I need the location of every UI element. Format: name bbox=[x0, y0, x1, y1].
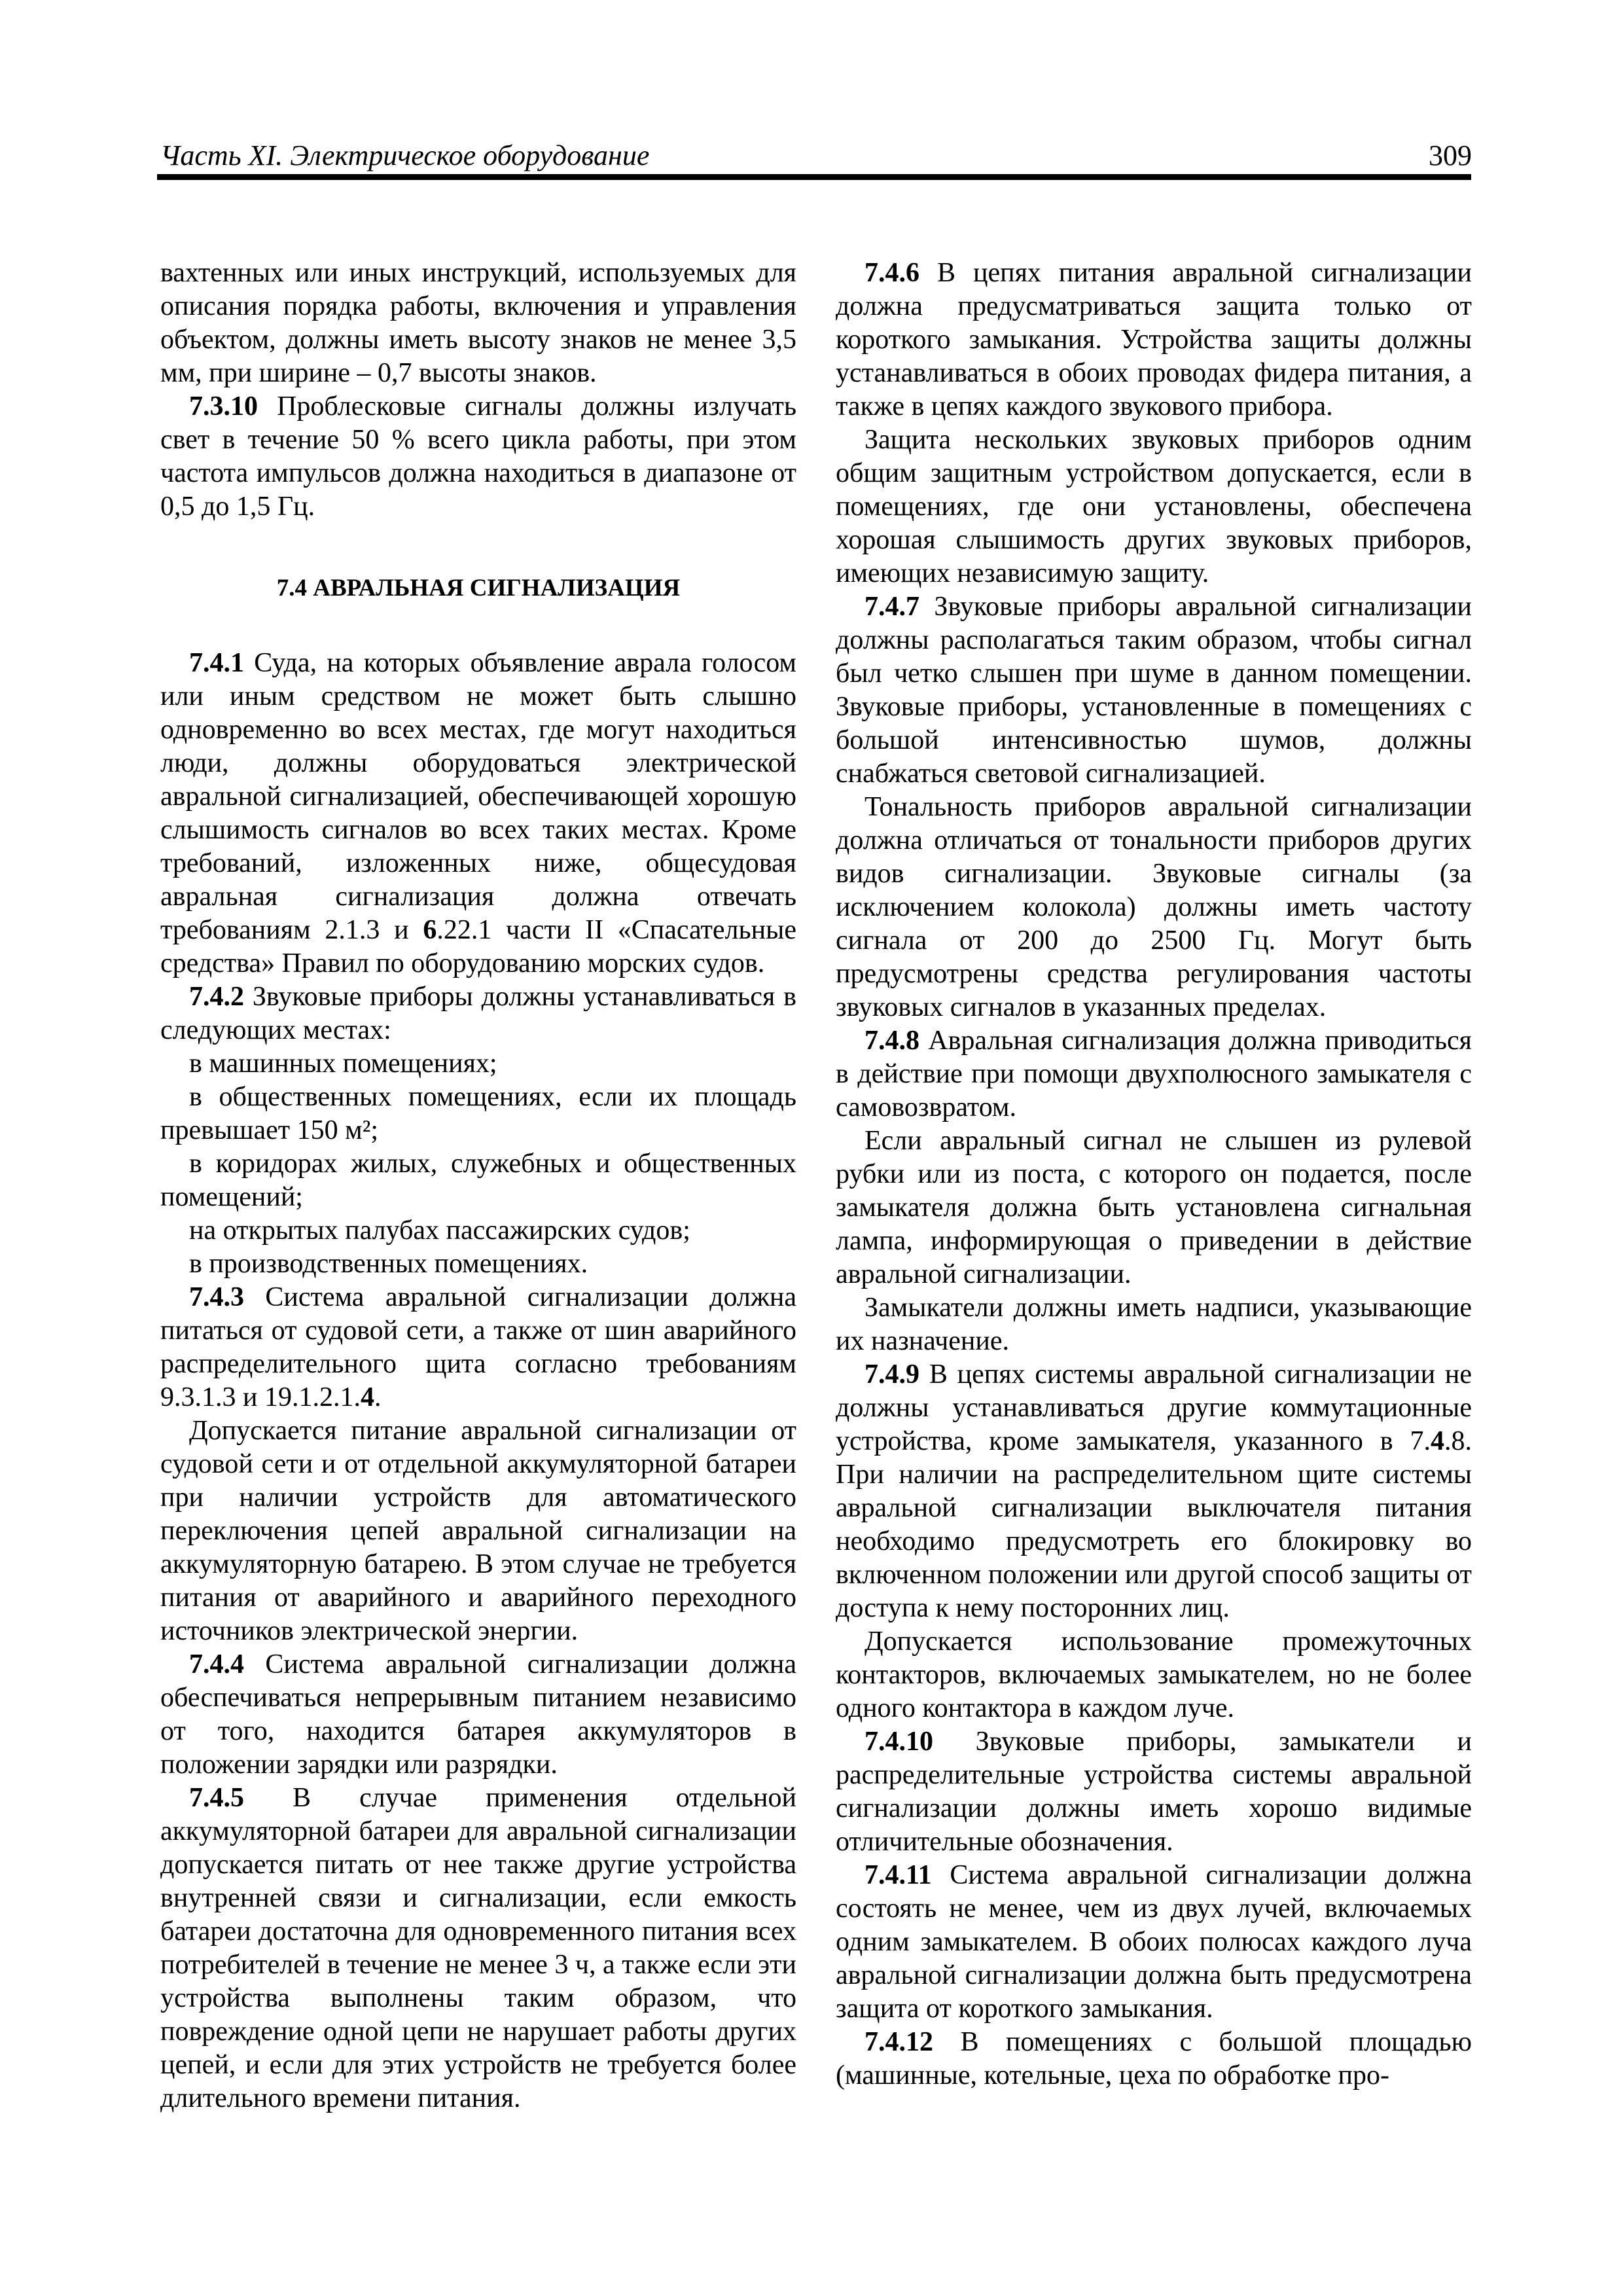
text-run: в машинных помещениях; bbox=[189, 1049, 497, 1079]
paragraph bbox=[160, 1047, 796, 1081]
text-run: Если авральный сигнал не слышен из рулевой рубки или из поста, с которого он подается, после замыкателя должна быть установлена сигнальная лампа, информирующая о приведении в действие авральной сигнализации. bbox=[836, 1126, 1472, 1289]
text-run: Система авральной сигнализации должна питаться от судовой сети, а также от шин аварийного распределительного щита согласно требованиям 9.3.1.3 и 19.1.2.1. bbox=[160, 1282, 797, 1412]
paragraph bbox=[836, 1358, 1472, 1625]
paragraph bbox=[160, 647, 796, 980]
text-run: Суда, на которых объявление аврала голосом или иным средством не может быть слышно одновременно во всех местах, где могут находиться люди, должны оборудоваться электрической авральной сигнализацией, обеспечивающей хорошую слышимость сигналов во всех таких местах. Кроме требований, изложенных ниже, общесудовая авральная сигнализация должна отвечать требованиям 2.1.3 и bbox=[160, 648, 796, 945]
paragraph bbox=[160, 1247, 796, 1281]
text-run: 7.4.9 bbox=[865, 1359, 929, 1390]
text-run: 7.3.10 bbox=[189, 391, 277, 422]
paragraph bbox=[160, 1214, 796, 1247]
text-run: Система авральной сигнализации должна обеспечиваться непрерывным питанием независимо от того, находится батарея аккумуляторов в положении зарядки или разрядки. bbox=[160, 1649, 797, 1780]
text-run: Допускается питание авральной сигнализации от судовой сети и от отдельной аккумуляторной батареи при наличии устройств для автоматического переключения цепей авральной сигнализации на аккумуляторную батарею. В этом случае не требуется питания от аварийного и аварийного переходного источников электрической энергии. bbox=[160, 1416, 796, 1646]
paragraph bbox=[160, 1782, 796, 2115]
paragraph bbox=[836, 2026, 1472, 2092]
paragraph bbox=[160, 1414, 796, 1648]
text-run: Защита нескольких звуковых приборов одним общим защитным устройством допускается, если в помещениях, где они установлены, обеспечена хорошая слышимость других звуковых приборов, имеющих независимую защиту. bbox=[836, 425, 1472, 588]
paragraph bbox=[836, 1024, 1472, 1124]
text-run: В помещениях с большой площадью (машинные, котельные, цеха по обработке про- bbox=[836, 2027, 1472, 2090]
text-run: Звуковые приборы авральной сигнализации должны располагаться таким образом, чтобы сигнал был четко слышен при шуме в данном помещении. Звуковые приборы, установленные в помещениях с большой интенсивностью шумов, должны снабжаться световой сигнализацией. bbox=[836, 592, 1472, 789]
text-run: 7.4.6 bbox=[865, 258, 937, 288]
text-run: Допускается использование промежуточных контакторов, включаемых замыкателем, но не более одного контактора в каждом луче. bbox=[836, 1626, 1472, 1723]
text-run: 7.4.10 bbox=[865, 1727, 976, 1757]
paragraph bbox=[836, 791, 1472, 1024]
paragraph bbox=[160, 1147, 796, 1214]
text-run: Тональность приборов авральной сигнализации должна отличаться от тональности приборов других видов сигнализации. Звуковые сигналы (за исключением колокола) должны иметь частоту сигнала от 200 до 2500 Гц. Могут быть предусмотрены средства регулирования частоты звуковых сигналов в указанных пределах. bbox=[836, 792, 1472, 1022]
text-run: Авральная сигнализация должна приводиться в действие при помощи двухполюсного замыкателя с самовозвратом. bbox=[836, 1026, 1472, 1122]
paragraph bbox=[836, 1725, 1472, 1859]
text-run: 7.4.8 bbox=[865, 1026, 929, 1056]
running-header bbox=[160, 140, 1472, 171]
paragraph bbox=[836, 423, 1472, 590]
left-column bbox=[160, 257, 796, 2115]
text-run: .22.1 части II «Спасательные средства» Правил по оборудованию морских судов. bbox=[160, 915, 796, 978]
text-run: 7.4.4 bbox=[189, 1649, 266, 1679]
paragraph bbox=[836, 257, 1472, 423]
text-run: 7.4.3 bbox=[189, 1282, 266, 1312]
text-run: 4 bbox=[360, 1382, 374, 1412]
text-run: Система авральной сигнализации должна состоять не менее, чем из двух лучей, включаемых одним замыкателем. В обоих полюсах каждого луча авральной сигнализации должна быть предусмотрена защита от короткого замыкания. bbox=[836, 1860, 1472, 2024]
text-run: Проблесковые сигналы должны излучать свет в течение 50 % всего цикла работы, при этом частота импульсов должна находиться в диапазоне от 0,5 до 1,5 Гц. bbox=[160, 391, 796, 522]
text-run: .8. При наличии на распределительном щите системы авральной сигнализации выключателя питания необходимо предусмотреть его блокировку во включенном положении или другой способ защиты от доступа к нему посторонних лиц. bbox=[836, 1426, 1472, 1623]
paragraph bbox=[160, 1081, 796, 1147]
running-header-title: Часть XI. Электрическое оборудование bbox=[160, 139, 650, 171]
header-rule bbox=[157, 174, 1471, 180]
paragraph bbox=[160, 1281, 796, 1414]
text-run: В случае применения отдельной аккумуляторной батареи для авральной сигнализации допускается питать от нее также другие устройства внутренней связи и сигнализации, если емкость батареи достаточна для одновременного питания всех потребителей в течение не менее 3 ч, а также если эти устройства выполнены таким образом, что повреждение одной цепи не нарушает работы других цепей, и если для этих устройств не требуется более длительного времени питания. bbox=[160, 1783, 796, 2113]
right-column bbox=[836, 257, 1472, 2115]
text-run: 7.4 АВРАЛЬНАЯ СИГНАЛИЗАЦИЯ bbox=[276, 575, 681, 601]
text-columns bbox=[160, 257, 1472, 2115]
paragraph bbox=[836, 1124, 1472, 1291]
text-run: 7.4.12 bbox=[865, 2027, 961, 2057]
text-run: 7.4.11 bbox=[865, 1860, 950, 1890]
text-run: на открытых палубах пассажирских судов; bbox=[189, 1215, 690, 1246]
text-run: 7.4.2 bbox=[189, 982, 253, 1012]
text-run: 7.4.7 bbox=[865, 592, 935, 622]
text-run: 6 bbox=[423, 915, 437, 945]
text-run: в общественных помещениях, если их площадь превышает 150 м²; bbox=[160, 1082, 796, 1145]
paragraph bbox=[160, 390, 796, 524]
text-run: В цепях системы авральной сигнализации не должны устанавливаться другие коммутационные устройства, кроме замыкателя, указанного в 7. bbox=[836, 1359, 1472, 1456]
text-run: 7.4.5 bbox=[189, 1783, 293, 1813]
paragraph bbox=[160, 980, 796, 1047]
text-run: вахтенных или иных инструкций, используемых для описания порядка работы, включения и управления объектом, должны иметь высоту знаков не менее 3,5 мм, при ширине – 0,7 высоты знаков. bbox=[160, 258, 796, 388]
paragraph bbox=[836, 590, 1472, 791]
paragraph bbox=[836, 1859, 1472, 2026]
paragraph bbox=[160, 257, 796, 390]
text-run: 4 bbox=[1431, 1426, 1444, 1456]
text-run: в производственных помещениях. bbox=[189, 1249, 588, 1279]
text-run: В цепях питания авральной сигнализации должна предусматриваться защита только от короткого замыкания. Устройства защиты должны устанавливаться в обоих проводах фидера питания, а также в цепях каждого звукового прибора. bbox=[836, 258, 1472, 422]
paragraph bbox=[836, 1291, 1472, 1358]
paragraph bbox=[160, 1648, 796, 1782]
text-run: Звуковые приборы должны устанавливаться в следующих местах: bbox=[160, 982, 796, 1045]
page-number: 309 bbox=[1429, 139, 1472, 171]
text-run: в коридорах жилых, служебных и общественных помещений; bbox=[160, 1149, 796, 1212]
text-run: . bbox=[374, 1382, 382, 1412]
text-run: Замыкатели должны иметь надписи, указывающие их назначение. bbox=[836, 1293, 1472, 1356]
text-run: Звуковые приборы, замыкатели и распределительные устройства системы авральной сигнализации должны иметь хорошо видимые отличительные обозначения. bbox=[836, 1727, 1472, 1857]
section-heading bbox=[160, 573, 796, 604]
text-run: 7.4.1 bbox=[189, 648, 255, 678]
paragraph bbox=[836, 1625, 1472, 1725]
